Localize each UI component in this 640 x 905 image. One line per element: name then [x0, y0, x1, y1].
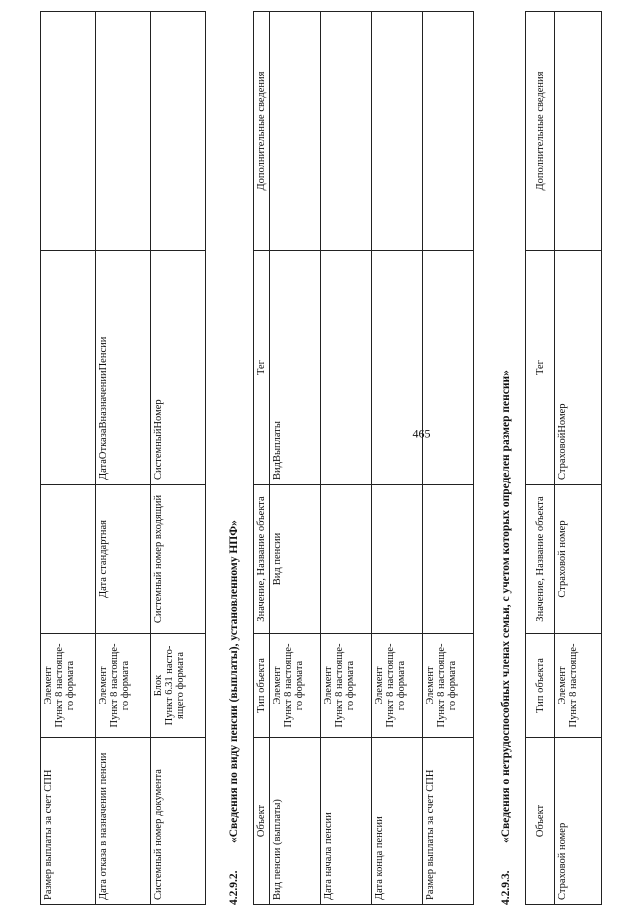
table-row: [372, 12, 423, 905]
table-continuation: [40, 11, 206, 905]
table-cell: Вид пенсии (выплаты): [270, 738, 321, 905]
table-cell: Системный номер документа: [151, 738, 206, 905]
table-row: [423, 12, 474, 905]
page-number: 465: [412, 426, 431, 441]
table-cell: [423, 485, 474, 634]
section-title-3: «Сведения о нетрудоспособных членах семьи, с учетом которых определен размер пенсии»: [500, 370, 512, 843]
table-cell: [321, 12, 372, 251]
table-row: [151, 12, 206, 905]
table-cell: [555, 12, 602, 251]
table-cell: [151, 12, 206, 251]
table-row: [96, 12, 151, 905]
table-cell: ВидВыплаты: [270, 251, 321, 485]
section-title-2: «Сведения по виду пенсии (выплаты), установленному НПФ»: [228, 520, 240, 843]
table-cell: Размер выплаты за счет СПН: [423, 738, 474, 905]
table-cell: [41, 12, 96, 251]
table-cell: [423, 12, 474, 251]
table-cell: Элемент Пункт 8 настояще- го формата: [41, 634, 96, 738]
table-cell: [321, 251, 372, 485]
table-cell: Блок Пункт 6.31 насто- ящего формата: [151, 634, 206, 738]
table-cell: Страховой номер: [555, 485, 602, 634]
section-number-3: 4.2.9.3.: [500, 870, 512, 905]
table-cell: Размер выплаты за счет СПН: [41, 738, 96, 905]
column-header: Объект: [254, 738, 270, 905]
table-pension-type: [253, 11, 474, 905]
column-header: Значение, Название объекта: [526, 485, 555, 634]
table-cell: Дата стандартная: [96, 485, 151, 634]
table-family-members: [525, 11, 602, 905]
column-header: Дополнительные сведения: [526, 12, 555, 251]
table-cell: Дата отказа в назначении пенсии: [96, 738, 151, 905]
table-cell: Дата начала пенсии: [321, 738, 372, 905]
table-row: [41, 12, 96, 905]
table-cell: Дата конца пенсии: [372, 738, 423, 905]
table-cell: [321, 485, 372, 634]
table-cell: [41, 251, 96, 485]
table-cell: Элемент Пункт 8 настояще- го формата: [96, 634, 151, 738]
table-cell: [372, 485, 423, 634]
table-cell: [41, 485, 96, 634]
table-cell: [423, 251, 474, 485]
column-header: Тег: [526, 251, 555, 485]
table-cell: СистемныйНомер: [151, 251, 206, 485]
table-cell: Элемент Пункт 8 настояще- го формата: [372, 634, 423, 738]
table-cell: [372, 251, 423, 485]
section-number-2: 4.2.9.2.: [228, 870, 240, 905]
column-header: Тип объекта: [254, 634, 270, 738]
table-row: [321, 12, 372, 905]
table-cell: Вид пенсии: [270, 485, 321, 634]
column-header: Тег: [254, 251, 270, 485]
table-cell: Элемент Пункт 8 настояще- го формата: [423, 634, 474, 738]
table-row: [270, 12, 321, 905]
column-header: Тип объекта: [526, 634, 555, 738]
table-cell: Системный номер входящий: [151, 485, 206, 634]
column-header: Дополнительные сведения: [254, 12, 270, 251]
table-cell: СтраховойНомер: [555, 251, 602, 485]
table-cell: [270, 12, 321, 251]
table-cell: Элемент Пункт 8 настояще-: [555, 634, 602, 738]
table-row: [555, 12, 602, 905]
table-cell: Страховой номер: [555, 738, 602, 905]
column-header: Значение, Название объекта: [254, 485, 270, 634]
table-cell: Элемент Пункт 8 настояще- го формата: [270, 634, 321, 738]
table-cell: [96, 12, 151, 251]
column-header: Объект: [526, 738, 555, 905]
table-cell: ДатаОтказаВназначенииПенсии: [96, 251, 151, 485]
table-cell: [372, 12, 423, 251]
table-cell: Элемент Пункт 8 настояще- го формата: [321, 634, 372, 738]
